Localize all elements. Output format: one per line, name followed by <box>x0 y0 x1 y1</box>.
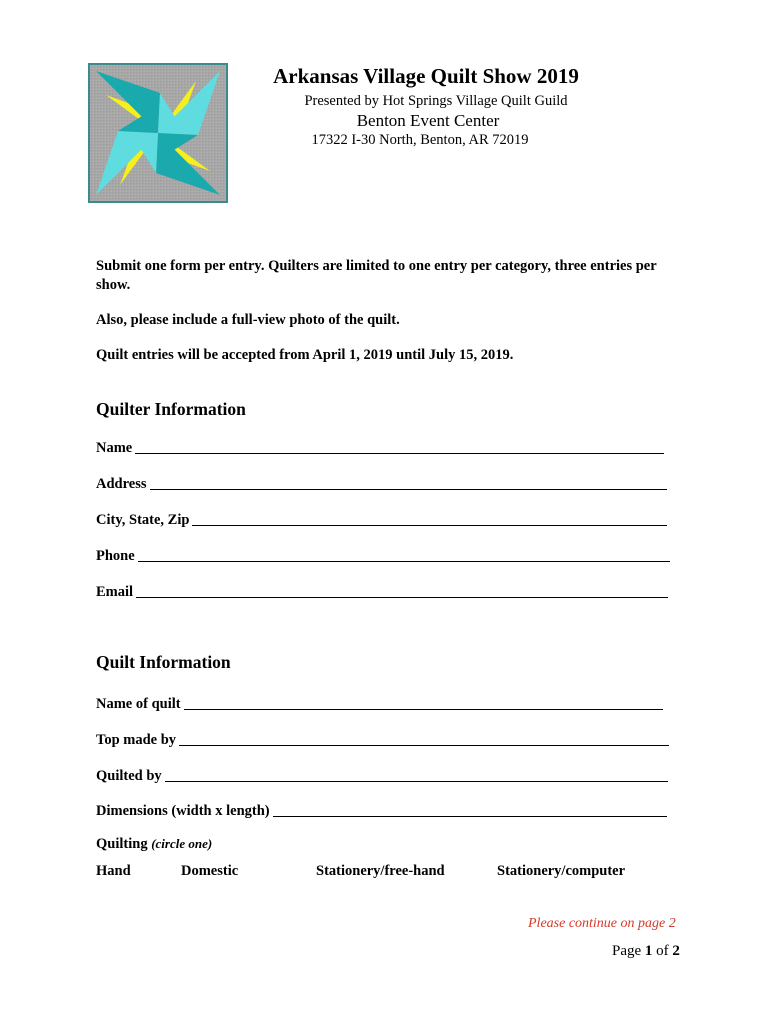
dimensions-field[interactable] <box>96 800 667 820</box>
field-label: Top made by <box>96 732 177 748</box>
quilter-email-field[interactable] <box>96 581 668 601</box>
field-label: Phone <box>96 548 135 564</box>
continue-note: Please continue on page 2 <box>528 916 676 931</box>
quilter-phone-field[interactable] <box>96 545 670 565</box>
field-label: Quilted by <box>96 768 162 784</box>
page-number <box>612 943 680 960</box>
quilting-option-stationery-free-hand[interactable]: Stationery/free-hand <box>316 863 445 879</box>
quilting-option-hand[interactable]: Hand <box>96 863 131 879</box>
quilt-name-field[interactable] <box>96 693 663 713</box>
name-entry-line[interactable] <box>135 453 664 454</box>
page-word: Page <box>612 943 642 959</box>
field-label: Address <box>96 476 147 492</box>
city-state-zip-entry-line[interactable] <box>192 525 667 526</box>
quilter-address-field[interactable] <box>96 473 667 493</box>
entry-rules-text: Submit one form per entry. Quilters are limited to one entry per category, three entries per show. <box>96 258 657 293</box>
presented-by: Presented by Hot Springs Village Quilt Guild <box>304 93 568 109</box>
phone-entry-line[interactable] <box>138 561 670 562</box>
entry-dates-text: Quilt entries will be accepted from April 1, 2019 until July 15, 2019. <box>96 347 514 363</box>
top-made-by-field[interactable] <box>96 729 669 749</box>
page-total: 2 <box>672 943 680 959</box>
venue-address: 17322 I-30 North, Benton, AR 72019 <box>311 132 529 148</box>
quilt-info-heading: Quilt Information <box>96 652 231 672</box>
circle-one-hint: (circle one) <box>151 836 213 851</box>
dimensions-entry-line[interactable] <box>273 816 667 817</box>
page-current: 1 <box>644 943 653 959</box>
address-entry-line[interactable] <box>150 489 668 490</box>
quilted-by-field[interactable] <box>96 765 668 785</box>
quilter-info-heading: Quilter Information <box>96 399 246 419</box>
quilting-label: Quilting <box>96 836 148 852</box>
photo-note-text: Also, please include a full-view photo of the quilt. <box>96 312 400 328</box>
quilter-city-state-zip-field[interactable] <box>96 509 667 529</box>
field-label: Email <box>96 584 134 600</box>
field-label: Dimensions (width x length) <box>96 803 270 819</box>
field-label: City, State, Zip <box>96 512 190 528</box>
quilted-by-entry-line[interactable] <box>165 781 668 782</box>
quilting-option-stationery-computer[interactable]: Stationery/computer <box>497 863 626 879</box>
field-label: Name <box>96 440 133 456</box>
show-title: Arkansas Village Quilt Show 2019 <box>273 64 579 88</box>
field-label: Name of quilt <box>96 696 181 712</box>
quilting-type-label <box>96 836 212 853</box>
quilting-option-domestic[interactable]: Domestic <box>181 863 239 879</box>
page-of: of <box>656 943 669 959</box>
quilt-star-block-icon <box>88 63 228 203</box>
venue-name: Benton Event Center <box>356 111 500 130</box>
email-entry-line[interactable] <box>136 597 668 598</box>
quilt-name-entry-line[interactable] <box>184 709 663 710</box>
top-made-by-entry-line[interactable] <box>179 745 669 746</box>
quilter-name-field[interactable] <box>96 437 664 457</box>
